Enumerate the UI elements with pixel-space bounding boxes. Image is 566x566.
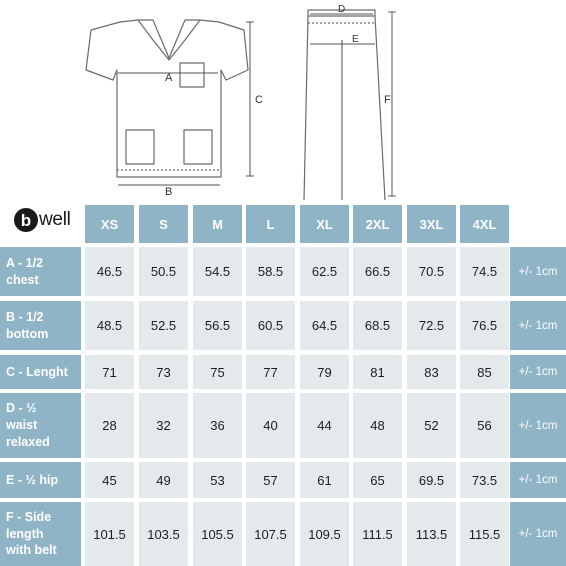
table-cell: 107.5	[246, 502, 295, 566]
size-header-2xl: 2XL	[353, 205, 402, 243]
table-cell: 77	[246, 355, 295, 389]
table-cell: 62.5	[300, 247, 349, 296]
table-cell: 64.5	[300, 301, 349, 350]
table-cell: 81	[353, 355, 402, 389]
tolerance-cell: +/- 1cm	[510, 462, 566, 498]
table-cell: 66.5	[353, 247, 402, 296]
table-cell: 61	[300, 462, 349, 498]
table-cell: 52	[407, 393, 456, 458]
table-cell: 76.5	[460, 301, 509, 350]
label-e: E	[352, 34, 359, 45]
scrub-pants-diagram	[304, 10, 396, 200]
row-label: C - Lenght	[0, 355, 81, 389]
table-cell: 65	[353, 462, 402, 498]
table-cell: 109.5	[300, 502, 349, 566]
row-label: E - ½ hip	[0, 462, 81, 498]
tolerance-cell: +/- 1cm	[510, 301, 566, 350]
table-cell: 40	[246, 393, 295, 458]
size-header-m: M	[193, 205, 242, 243]
size-header-xs: XS	[85, 205, 134, 243]
tolerance-cell: +/- 1cm	[510, 393, 566, 458]
size-header-s: S	[139, 205, 188, 243]
table-cell: 32	[139, 393, 188, 458]
table-cell: 83	[407, 355, 456, 389]
table-cell: 115.5	[460, 502, 509, 566]
size-header-xl: XL	[300, 205, 349, 243]
tolerance-cell: +/- 1cm	[510, 247, 566, 296]
row-label: D - ½ waist relaxed	[0, 393, 81, 458]
table-cell: 69.5	[407, 462, 456, 498]
table-cell: 71	[85, 355, 134, 389]
label-f: F	[384, 94, 391, 106]
table-cell: 60.5	[246, 301, 295, 350]
table-cell: 56.5	[193, 301, 242, 350]
tolerance-cell: +/- 1cm	[510, 355, 566, 389]
label-b: B	[165, 186, 173, 198]
table-cell: 101.5	[85, 502, 134, 566]
size-header-3xl: 3XL	[407, 205, 456, 243]
table-cell: 73	[139, 355, 188, 389]
label-c: C	[255, 94, 263, 106]
label-d: D	[338, 4, 346, 15]
table-cell: 36	[193, 393, 242, 458]
table-cell: 74.5	[460, 247, 509, 296]
table-cell: 46.5	[85, 247, 134, 296]
tolerance-cell: +/- 1cm	[510, 502, 566, 566]
size-header-l: L	[246, 205, 295, 243]
table-cell: 49	[139, 462, 188, 498]
table-cell: 70.5	[407, 247, 456, 296]
table-cell: 111.5	[353, 502, 402, 566]
table-cell: 73.5	[460, 462, 509, 498]
table-cell: 103.5	[139, 502, 188, 566]
table-cell: 79	[300, 355, 349, 389]
bwell-logo	[14, 207, 71, 233]
table-cell: 48	[353, 393, 402, 458]
table-cell: 28	[85, 393, 134, 458]
table-cell: 113.5	[407, 502, 456, 566]
table-cell: 50.5	[139, 247, 188, 296]
table-cell: 45	[85, 462, 134, 498]
table-cell: 53	[193, 462, 242, 498]
table-cell: 75	[193, 355, 242, 389]
table-cell: 68.5	[353, 301, 402, 350]
table-cell: 48.5	[85, 301, 134, 350]
table-cell: 52.5	[139, 301, 188, 350]
table-cell: 54.5	[193, 247, 242, 296]
row-label: A - 1/2 chest	[0, 247, 81, 296]
table-cell: 72.5	[407, 301, 456, 350]
row-label: F - Side length with belt	[0, 502, 81, 566]
table-cell: 56	[460, 393, 509, 458]
logo-text: well	[39, 209, 71, 230]
table-cell: 85	[460, 355, 509, 389]
table-cell: 44	[300, 393, 349, 458]
size-header-4xl: 4XL	[460, 205, 509, 243]
row-label: B - 1/2 bottom	[0, 301, 81, 350]
label-a: A	[165, 72, 173, 84]
scrub-top-diagram	[86, 20, 254, 185]
logo-letter: b	[14, 208, 38, 232]
table-cell: 105.5	[193, 502, 242, 566]
table-cell: 57	[246, 462, 295, 498]
garment-illustrations	[0, 0, 566, 200]
table-cell: 58.5	[246, 247, 295, 296]
